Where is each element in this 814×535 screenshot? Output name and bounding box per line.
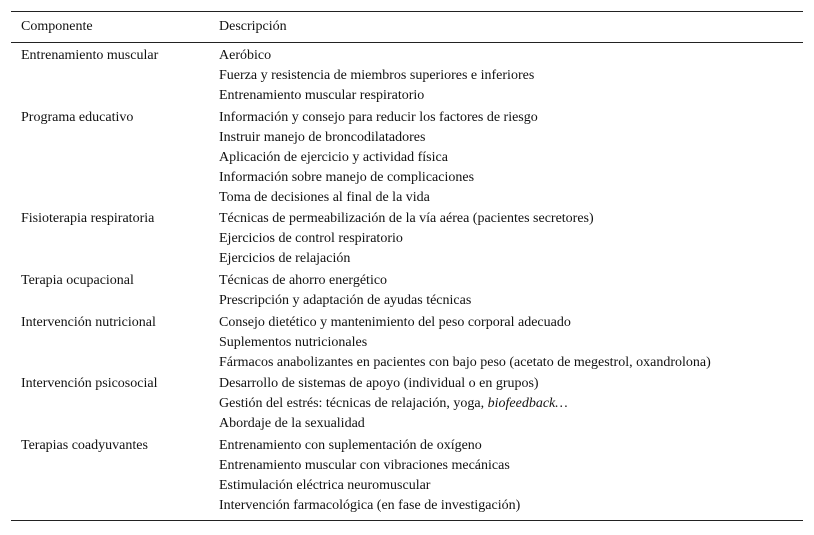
description-line [219,496,803,516]
description-line [219,249,803,269]
description-line [219,476,803,496]
description-text: Suplementos nutricionales [219,334,368,350]
table-row [11,436,803,516]
description-line [219,168,803,188]
description-text: Fármacos anabolizantes en pacientes con bajo peso (acetato de megestrol, oxandrolona) [219,354,711,370]
component-cell: Terapias coadyuvantes [21,438,148,454]
table-row [11,313,803,373]
description-text: Fuerza y resistencia de miembros superiores e inferiores [219,68,535,83]
description-line [219,333,803,353]
description-line [219,128,803,148]
description-text: Aeróbico [219,48,272,63]
description-text: Ejercicios de relajación [219,251,351,267]
description-line [219,66,803,86]
description-line [219,148,803,168]
description-line [219,353,803,373]
table-row [11,108,803,208]
description-text: Intervención farmacológica (en fase de investigación) [219,498,521,514]
description-text: Consejo dietético y mantenimiento del peso corporal adecuado [219,314,571,330]
description-text: Técnicas de ahorro energético [219,273,388,289]
table-header-row [11,12,803,43]
table-row [11,209,803,269]
description-text: Ejercicios de control respiratorio [219,231,403,247]
description-text: Técnicas de permeabilización de la vía aérea (pacientes secretores) [219,211,594,227]
description-text: Aplicación de ejercicio y actividad física [219,149,448,165]
description-cell [219,436,803,516]
description-line [219,313,803,333]
description-cell [219,46,803,106]
description-line [219,108,803,128]
description-text: Instruir manejo de broncodilatadores [219,129,426,145]
description-text: Gestión del estrés: técnicas de relajación, yoga, [219,396,488,412]
description-line [219,86,803,106]
table-bottom-rule [11,520,803,521]
description-cell [219,108,803,208]
table-row [11,46,803,106]
description-text: Entrenamiento muscular con vibraciones mecánicas [219,458,510,474]
component-cell: Fisioterapia respiratoria [21,211,155,227]
component-cell: Terapia ocupacional [21,273,134,289]
header-description: Descripción [219,19,287,34]
description-line [219,46,803,66]
description-cell [219,374,803,434]
description-line [219,456,803,476]
description-text: Toma de decisiones al final de la vida [219,189,430,205]
description-text: Entrenamiento con suplementación de oxígeno [219,438,482,454]
description-text: Entrenamiento muscular respiratorio [219,88,425,103]
component-cell: Intervención nutricional [21,314,156,330]
description-italic-text: biofeedback… [487,396,568,412]
table-row [11,374,803,434]
description-cell [219,313,803,373]
description-line [219,414,803,434]
component-cell: Programa educativo [21,109,134,125]
description-line [219,229,803,249]
components-table [11,11,803,521]
description-line [219,209,803,229]
description-line [219,394,803,414]
description-cell [219,271,803,311]
header-component: Componente [21,19,93,34]
description-text: Información sobre manejo de complicaciones [219,169,475,185]
description-line [219,271,803,291]
description-line [219,291,803,311]
description-line [219,188,803,208]
component-cell: Intervención psicosocial [21,376,158,392]
description-line [219,436,803,456]
description-text: Prescripción y adaptación de ayudas técnicas [219,293,472,309]
table-row [11,271,803,311]
description-text: Información y consejo para reducir los factores de riesgo [219,109,538,125]
component-cell: Entrenamiento muscular [21,48,159,63]
description-text: Desarrollo de sistemas de apoyo (individual o en grupos) [219,376,539,392]
description-text: Abordaje de la sexualidad [219,416,365,432]
description-text: Estimulación eléctrica neuromuscular [219,478,431,494]
description-line [219,374,803,394]
table-body [11,43,803,516]
description-cell [219,209,803,269]
